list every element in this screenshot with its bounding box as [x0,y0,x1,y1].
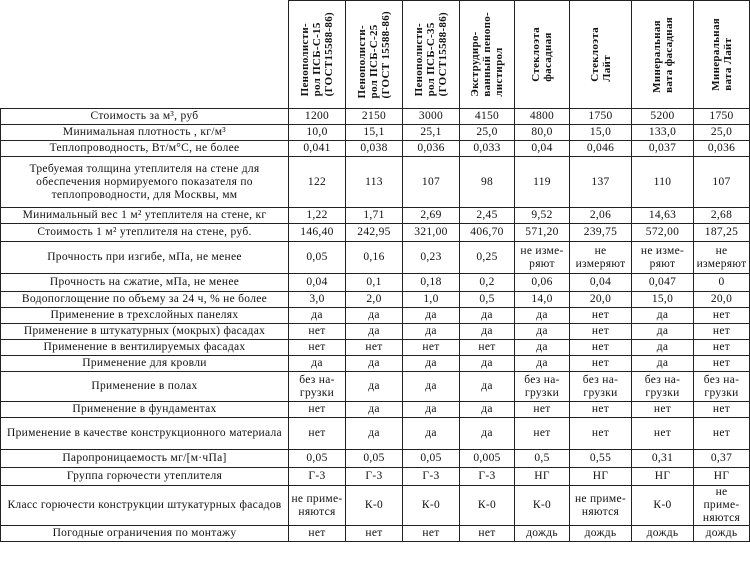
table-cell: 20,0 [694,292,750,308]
table-cell: 0,5 [460,292,515,308]
table-cell: да [515,356,570,372]
table-cell: 107 [403,157,460,208]
table-cell: 0,31 [632,450,694,468]
table-cell: 2,06 [570,208,632,224]
table-cell: нет [570,340,632,356]
table-cell: нет [694,356,750,372]
table-cell: да [403,372,460,402]
row-label: Погодные ограничения по монтажу [1,526,289,542]
table-cell: дождь [515,526,570,542]
row-label: Требуемая толщина утеплителя на стене для обеспечения нормируемого показателя по теплопроводности, для Москвы, мм [1,157,289,208]
table-cell: 4150 [460,109,515,125]
table-cell: да [460,356,515,372]
column-header: Пенополисти- рол ПСБ-С-25 (ГОСТ 15588-86) [346,1,403,109]
table-cell: 187,25 [694,224,750,242]
table-cell: нет [570,402,632,418]
row-label: Применение для кровли [1,356,289,372]
table-row [1,157,750,208]
table-cell: 0,16 [346,242,403,274]
table-row [1,450,750,468]
table-cell: 3,0 [289,292,346,308]
table-cell: К-0 [346,486,403,526]
table-cell: без на- грузки [570,372,632,402]
table-cell: 0,038 [346,141,403,157]
table-cell: 0,04 [570,274,632,292]
row-label: Теплопроводность, Вт/м°С, не более [1,141,289,157]
table-cell: не приме- няются [289,486,346,526]
table-cell: да [403,402,460,418]
table-cell: дождь [694,526,750,542]
table-cell: 25,0 [460,125,515,141]
table-cell: 0,23 [403,242,460,274]
table-cell: 406,70 [460,224,515,242]
table-cell: не приме- няются [694,486,750,526]
table-cell: 2,68 [694,208,750,224]
row-label: Водопоглощение по объему за 24 ч, % не более [1,292,289,308]
table-cell: 14,0 [515,292,570,308]
row-label: Применение в фундаментах [1,402,289,418]
table-cell: нет [694,402,750,418]
table-cell: 4800 [515,109,570,125]
table-cell: да [346,418,403,450]
table-cell: без на- грузки [632,372,694,402]
header-corner [1,1,289,109]
table-cell: нет [289,526,346,542]
column-header: Стеклоэта Лайт [570,1,632,109]
table-cell: да [289,308,346,324]
table-cell: Г-3 [460,468,515,486]
table-cell: 0,2 [460,274,515,292]
row-label: Применение в вентилируемых фасадах [1,340,289,356]
row-label: Применение в полах [1,372,289,402]
table-cell: нет [289,324,346,340]
table-cell: 0,1 [346,274,403,292]
table-cell: да [346,372,403,402]
table-cell: 119 [515,157,570,208]
row-label: Паропроницаемость мг/[м·чПа] [1,450,289,468]
table-row [1,224,750,242]
table-cell: НГ [694,468,750,486]
table-cell: нет [694,418,750,450]
table-cell: 98 [460,157,515,208]
table-cell: нет [694,324,750,340]
table-cell: не изме- ряют [515,242,570,274]
table-cell: да [460,324,515,340]
table-cell: 0,05 [289,242,346,274]
table-cell: 572,00 [632,224,694,242]
table-cell: 146,40 [289,224,346,242]
table-cell: 9,52 [515,208,570,224]
header-row [1,1,750,109]
table-cell: 0,036 [694,141,750,157]
table-cell: да [460,372,515,402]
table-cell: 1,22 [289,208,346,224]
table-cell: нет [346,526,403,542]
table-cell: 113 [346,157,403,208]
table-row [1,372,750,402]
table-cell: да [632,356,694,372]
table-cell: нет [460,340,515,356]
table-cell: без на- грузки [694,372,750,402]
table-cell: 1,71 [346,208,403,224]
table-cell: 133,0 [632,125,694,141]
table-row [1,308,750,324]
table-cell: нет [346,340,403,356]
table-cell: 122 [289,157,346,208]
table-cell: 25,0 [694,125,750,141]
table-row [1,340,750,356]
table-cell: нет [632,418,694,450]
table-cell: да [632,324,694,340]
table-cell: 239,75 [570,224,632,242]
table-row [1,109,750,125]
table-cell: нет [570,418,632,450]
table-cell: 0,04 [289,274,346,292]
table-cell: 2,69 [403,208,460,224]
table-cell: К-0 [515,486,570,526]
table-cell: нет [570,324,632,340]
table-cell: нет [694,340,750,356]
table-cell: 14,63 [632,208,694,224]
table-cell: нет [694,308,750,324]
row-label: Применение в качестве конструкционного материала [1,418,289,450]
table-cell: К-0 [632,486,694,526]
table-row [1,418,750,450]
table-cell: Г-3 [289,468,346,486]
table-row [1,125,750,141]
table-cell: К-0 [460,486,515,526]
table-cell: без на- грузки [289,372,346,402]
table-cell: дождь [632,526,694,542]
table-cell: Г-3 [403,468,460,486]
table-cell: да [515,324,570,340]
table-cell: К-0 [403,486,460,526]
table-cell: 3000 [403,109,460,125]
row-label: Минимальная плотность , кг/м³ [1,125,289,141]
table-cell: 15,1 [346,125,403,141]
table-cell: 137 [570,157,632,208]
table-row [1,242,750,274]
table-cell: 2150 [346,109,403,125]
table-cell: не измеряют [570,242,632,274]
table-cell: 0 [694,274,750,292]
row-label: Прочность при изгибе, мПа, не менее [1,242,289,274]
table-cell: да [460,308,515,324]
table-row [1,356,750,372]
table-cell: 571,20 [515,224,570,242]
table-cell: нет [289,340,346,356]
table-cell: 1750 [694,109,750,125]
table-cell: 15,0 [570,125,632,141]
table-cell: 0,06 [515,274,570,292]
column-header: Пенополисти- рол ПСБ-С-35 (ГОСТ15588-86) [403,1,460,109]
table-cell: 0,04 [515,141,570,157]
table-cell: да [403,418,460,450]
column-header: Минеральная вата фасадная [632,1,694,109]
row-label: Минимальный вес 1 м² утеплителя на стене, кг [1,208,289,224]
table-cell: 80,0 [515,125,570,141]
row-label: Группа горючести утеплителя [1,468,289,486]
table-cell: 20,0 [570,292,632,308]
row-label: Стоимость за м³, руб [1,109,289,125]
table-cell: да [632,340,694,356]
table-cell: НГ [515,468,570,486]
table-body [1,109,750,542]
table-cell: 2,45 [460,208,515,224]
table-cell: 0,033 [460,141,515,157]
table-cell: 0,55 [570,450,632,468]
table-cell: да [346,356,403,372]
row-label: Класс горючести конструкции штукатурных фасадов [1,486,289,526]
table-cell: не измеряют [694,242,750,274]
table-cell: НГ [632,468,694,486]
table-cell: 242,95 [346,224,403,242]
table-cell: 321,00 [403,224,460,242]
table-cell: да [460,402,515,418]
column-header: Минеральная вата Лайт [694,1,750,109]
column-header: Пенополисти- рол ПСБ-С-15 (ГОСТ15588-86) [289,1,346,109]
table-cell: 0,036 [403,141,460,157]
table-cell: 110 [632,157,694,208]
table-cell: Г-3 [346,468,403,486]
table-cell: да [403,356,460,372]
table-cell: не приме- няются [570,486,632,526]
table-cell: да [346,402,403,418]
table-cell: 1200 [289,109,346,125]
row-label: Прочность на сжатие, мПа, не менее [1,274,289,292]
table-cell: нет [403,340,460,356]
table-cell: да [403,324,460,340]
table-cell: 2,0 [346,292,403,308]
table-cell: 0,25 [460,242,515,274]
table-cell: нет [403,526,460,542]
table-cell: 0,05 [289,450,346,468]
table-row [1,208,750,224]
column-header: Стеклоэта фасадная [515,1,570,109]
table-cell: 10,0 [289,125,346,141]
table-cell: 0,37 [694,450,750,468]
table-cell: да [346,308,403,324]
table-cell: да [515,308,570,324]
table-cell: 0,05 [346,450,403,468]
table-row [1,526,750,542]
table-cell: нет [570,356,632,372]
table-cell: 15,0 [632,292,694,308]
table-cell: нет [632,402,694,418]
table-cell: нет [515,418,570,450]
table-row [1,402,750,418]
table-cell: 0,037 [632,141,694,157]
table-cell: нет [460,526,515,542]
table-cell: 1750 [570,109,632,125]
table-row [1,486,750,526]
table-cell: НГ [570,468,632,486]
table-cell: нет [515,402,570,418]
table-cell: 107 [694,157,750,208]
table-cell: 0,047 [632,274,694,292]
table-cell: 25,1 [403,125,460,141]
table-row [1,324,750,340]
table-cell: да [632,308,694,324]
table-cell: дождь [570,526,632,542]
table-cell: 0,18 [403,274,460,292]
table-cell: да [515,340,570,356]
table-cell: 1,0 [403,292,460,308]
table-cell: да [403,308,460,324]
row-label: Стоимость 1 м² утеплителя на стене, руб. [1,224,289,242]
table-row [1,468,750,486]
table-row [1,292,750,308]
table-row [1,141,750,157]
table-cell: да [346,324,403,340]
table-cell: нет [289,402,346,418]
table-cell: 0,5 [515,450,570,468]
table-cell: нет [289,418,346,450]
table-cell: да [460,418,515,450]
table-cell: да [289,356,346,372]
column-header: Экструдиро- ванный пенопо- листирол [460,1,515,109]
table-cell: не изме- ряют [632,242,694,274]
table-cell: 0,041 [289,141,346,157]
table-row [1,274,750,292]
table-cell: без на- грузки [515,372,570,402]
table-cell: 0,005 [460,450,515,468]
row-label: Применение в трехслойных панелях [1,308,289,324]
table-cell: 5200 [632,109,694,125]
table-cell: 0,046 [570,141,632,157]
table-cell: нет [570,308,632,324]
row-label: Применение в штукатурных (мокрых) фасадах [1,324,289,340]
table-cell: 0,05 [403,450,460,468]
